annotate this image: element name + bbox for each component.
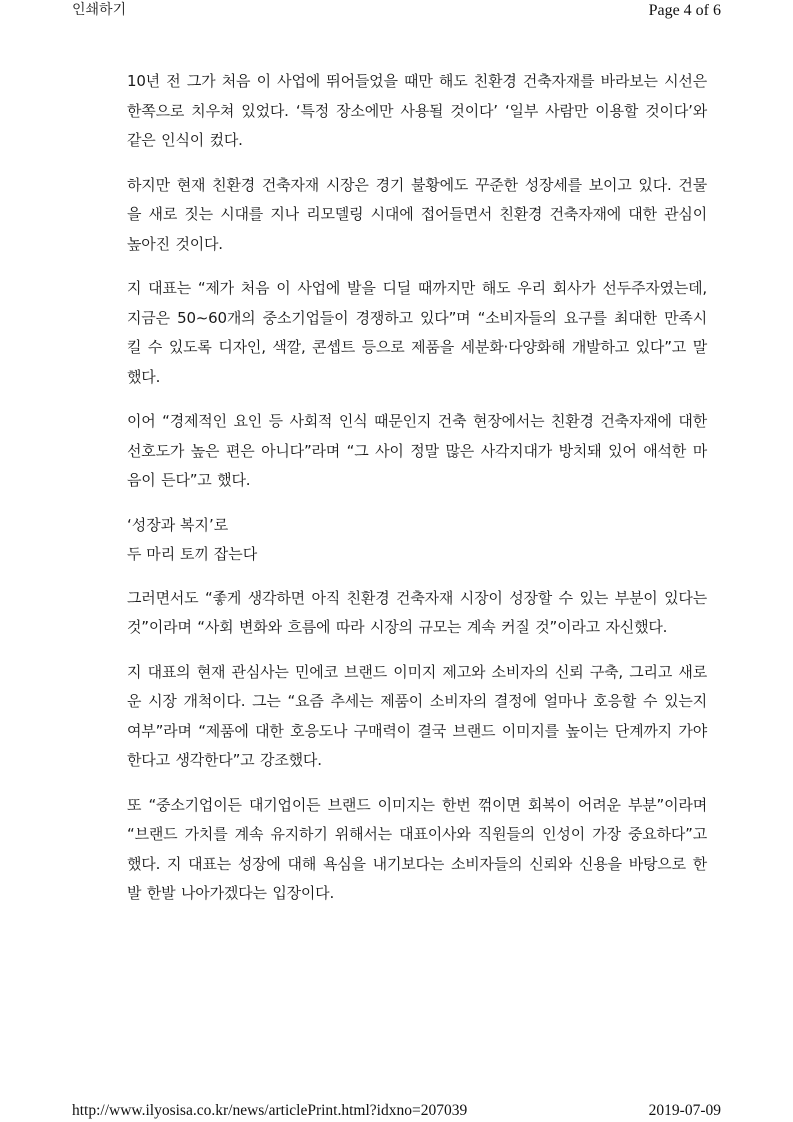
article-paragraph: 10년 전 그가 처음 이 사업에 뛰어들었을 때만 해도 친환경 건축자재를 바라보는 시선은 한쪽으로 치우쳐 있었다. ‘특정 장소에만 사용될 것이다’ ‘일부 사람만 이용할 것이다’와 같은 인식이 컸다. xyxy=(127,72,707,149)
print-date: 2019-07-09 xyxy=(648,1102,721,1119)
page-indicator: Page 4 of 6 xyxy=(648,2,721,19)
print-title: 인쇄하기 xyxy=(72,2,127,18)
article-paragraph: 그러면서도 “좋게 생각하면 아직 친환경 건축자재 시장이 성장할 수 있는 부분이 있다는 것”이라며 “사회 변화와 흐름에 따라 시장의 규모는 계속 커질 것”이라고 자신했다. xyxy=(127,588,707,636)
article-subheading xyxy=(127,511,707,569)
subheading-line: 두 마리 토끼 잡는다 xyxy=(127,544,258,563)
article-body xyxy=(127,67,707,924)
article-paragraph: 지 대표는 “제가 처음 이 사업에 발을 디딜 때까지만 해도 우리 회사가 선두주자였는데, 지금은 50∼60개의 중소기업들이 경쟁하고 있다”며 “소비자들의 요구를 최대한 만족시킬 수 있도록 디자인, 색깔, 콘셉트 등으로 제품을 세분화·다양화해 개발하고 있다”고 말했다. xyxy=(127,279,707,386)
article-paragraph: 지 대표의 현재 관심사는 민에코 브랜드 이미지 제고와 소비자의 신뢰 구축, 그리고 새로운 시장 개척이다. 그는 “요즘 추세는 제품이 소비자의 결정에 얼마나 호응할 수 있는지 여부”라며 “제품에 대한 호응도나 구매력이 결국 브랜드 이미지를 높이는 단계까지 가야 한다고 생각한다”고 강조했다. xyxy=(127,662,707,769)
article-paragraph: 또 “중소기업이든 대기업이든 브랜드 이미지는 한번 꺾이면 회복이 어려운 부분”이라며 “브랜드 가치를 계속 유지하기 위해서는 대표이사와 직원들의 인성이 가장 중요하다”고 했다. 지 대표는 성장에 대해 욕심을 내기보다는 소비자들의 신뢰와 신용을 바탕으로 한발 한발 나아가겠다는 입장이다. xyxy=(127,795,707,902)
article-paragraph: 하지만 현재 친환경 건축자재 시장은 경기 불황에도 꾸준한 성장세를 보이고 있다. 건물을 새로 짓는 시대를 지나 리모델링 시대에 접어들면서 친환경 건축자재에 대한 관심이 높아진 것이다. xyxy=(127,175,707,253)
article-url: http://www.ilyosisa.co.kr/news/articlePrint.html?idxno=207039 xyxy=(72,1102,468,1119)
subheading-line: ‘성장과 복지’로 xyxy=(127,515,229,534)
article-paragraph: 이어 “경제적인 요인 등 사회적 인식 때문인지 건축 현장에서는 친환경 건축자재에 대한 선호도가 높은 편은 아니다”라며 “그 사이 정말 많은 사각지대가 방치돼 있어 애석한 마음이 든다”고 했다. xyxy=(127,412,707,489)
